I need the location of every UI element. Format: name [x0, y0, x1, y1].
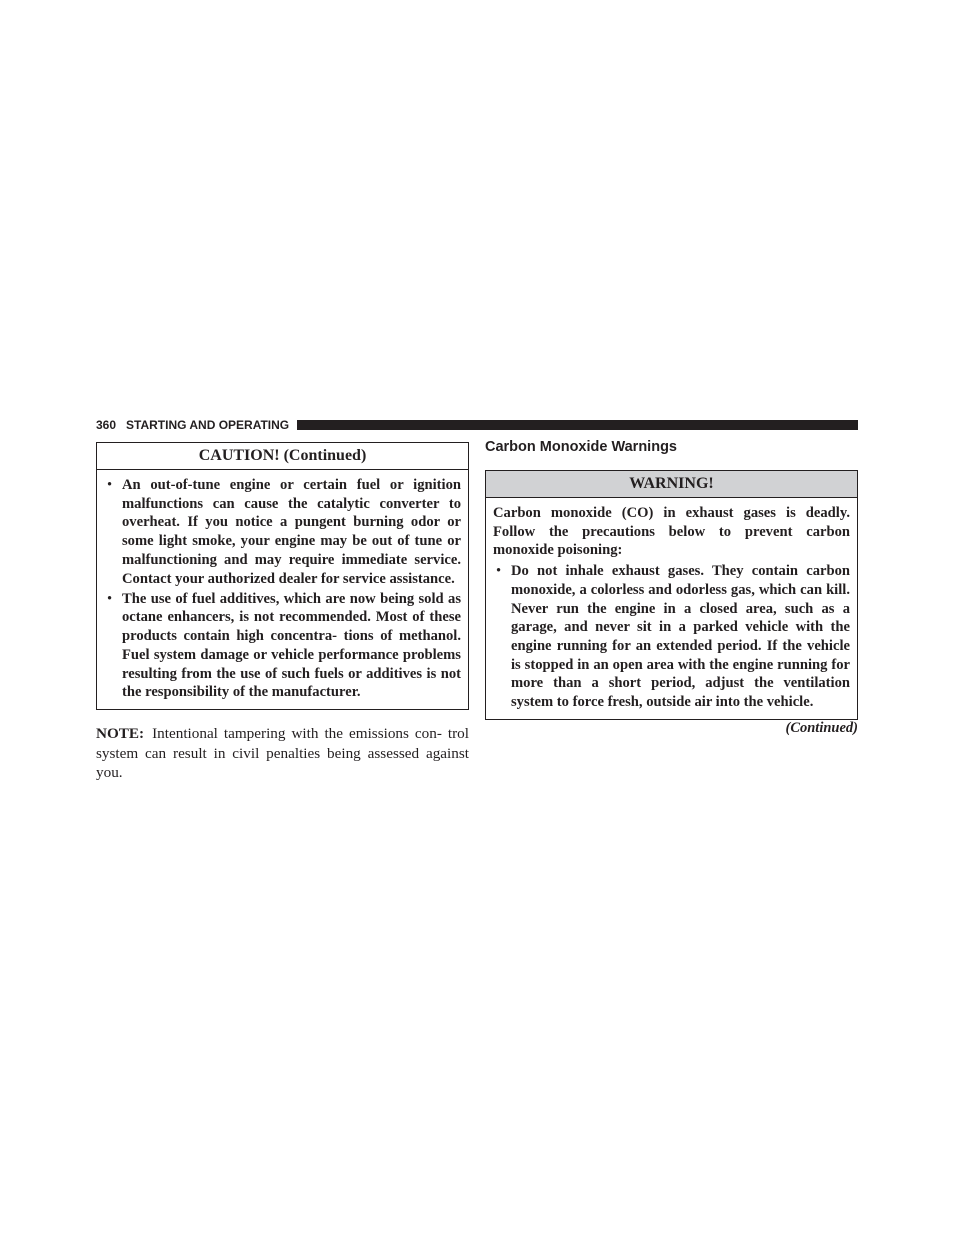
warning-title: WARNING!: [486, 471, 857, 498]
warning-bullet-item: • Do not inhale exhaust gases. They contain carbon monoxide, a colorless and odorless gas, which can kill. Never run the engine in a closed area, such as a garage, and never sit in a parked vehicle with the engine running for an extended period. If the vehicle is stopped in an open area with the engine running for more than a short period, adjust the ventilation system to force fresh, outside air into the vehicle.: [493, 562, 850, 712]
right-column: [485, 438, 858, 736]
section-title: STARTING AND OPERATING: [126, 418, 290, 432]
left-column: [96, 442, 469, 783]
caution-bullet-item: • The use of fuel additives, which are now being sold as octane enhancers, is not recommended. Most of these products contain high concentra- tions of methanol. Fuel system damage or vehicle performance problems resulting from the use of such fuels or additives is not the responsibility of the manufacturer.: [104, 590, 461, 702]
warning-bullets: [493, 562, 850, 712]
page-header: [96, 417, 858, 433]
caution-box: [96, 442, 469, 710]
note-paragraph: [96, 724, 469, 783]
warning-box: [485, 470, 858, 720]
note-text: Intentional tampering with the emissions con- trol system can result in civil penalties being assessed against you.: [96, 725, 469, 782]
section-heading: Carbon Monoxide Warnings: [485, 439, 677, 455]
warning-intro: Carbon monoxide (CO) in exhaust gases is deadly. Follow the precautions below to prevent carbon monoxide poisoning:: [493, 505, 850, 559]
caution-body: [97, 470, 468, 709]
warning-body: [486, 498, 857, 719]
page-number: 360: [96, 418, 117, 432]
continued-label: (Continued): [785, 720, 858, 737]
caution-bullet-item: • An out-of-tune engine or certain fuel or ignition malfunctions can cause the catalytic converter to overheat. If you notice a pungent burning odor or some light smoke, your engine may be out of tune or malfunctioning and may require immediate service. Contact your authorized dealer for service assistance.: [104, 476, 461, 588]
caution-bullets: [104, 476, 461, 702]
header-rule: [297, 420, 858, 430]
caution-title: CAUTION! (Continued): [97, 443, 468, 470]
note-label: NOTE:: [96, 725, 145, 743]
